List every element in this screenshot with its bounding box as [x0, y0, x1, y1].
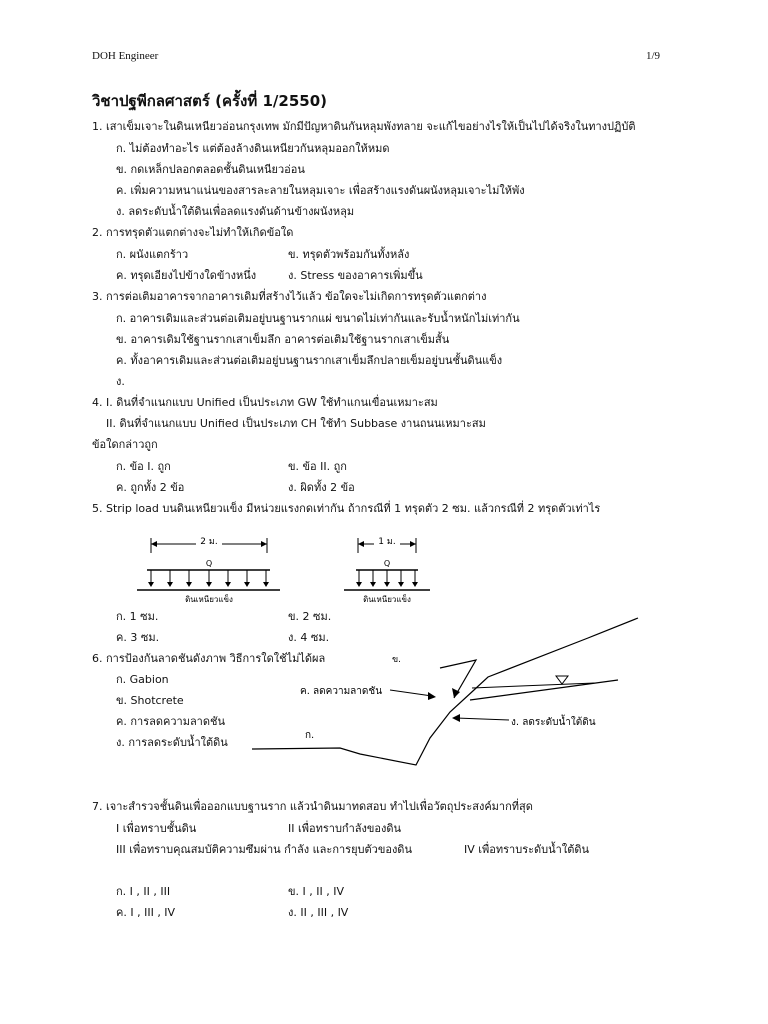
q4-choice-d: ง. ผิดทั้ง 2 ข้อ [288, 481, 355, 494]
slope-label-c: ค. ลดความลาดชัน [300, 686, 383, 697]
q6-choice-b: ข. Shotcrete [116, 694, 184, 707]
q4-choice-a: ก. ข้อ I. ถูก [116, 460, 171, 473]
question-3: 3. การต่อเติมอาคารจากอาคารเดิมที่สร้างไว้แล้ว ข้อใดจะไม่เกิดการทรุดตัวแตกต่าง [92, 290, 487, 303]
q4-choice-b: ข. ข้อ II. ถูก [288, 460, 347, 473]
q3-choice-a: ก. อาคารเดิมและส่วนต่อเติมอยู่บนฐานรากแผ่ ขนาดไม่เท่ากันและรับน้ำหนักไม่เท่ากัน [116, 312, 520, 325]
q2-choice-d: ง. Stress ของอาคารเพิ่มขึ้น [288, 269, 423, 282]
q1-choice-c: ค. เพิ่มความหนาแน่นของสารละลายในหลุมเจาะ เพื่อสร้างแรงดันผนังหลุมเจาะไม่ให้พัง [116, 184, 525, 197]
q7-choice-b: ข. I , II , IV [288, 885, 344, 898]
q7-choice-c: ค. I , III , IV [116, 906, 176, 919]
q1-choice-a: ก. ไม่ต้องทำอะไร แต่ต้องล้างดินเหนียวกันหลุมออกให้หมด [116, 142, 390, 155]
q6-choice-a: ก. Gabion [116, 673, 169, 686]
q2-choice-c: ค. ทรุดเอียงไปข้างใดข้างหนึ่ง [116, 269, 257, 282]
slope-label-a: ก. [305, 730, 315, 741]
q5-choice-c: ค. 3 ซม. [116, 631, 160, 644]
q2-choice-b: ข. ทรุดตัวพร้อมกันทั้งหลัง [288, 248, 410, 261]
strip-2-soil-label: ดินเหนียวแข็ง [363, 595, 411, 604]
strip-1-width-label: 2 ม. [200, 537, 218, 547]
question-6: 6. การป้องกันลาดชันดังภาพ วิธีการใดใช้ไม่ได้ผล [92, 652, 326, 665]
q3-choice-c: ค. ทั้งอาคารเดิมและส่วนต่อเติมอยู่บนฐานรากเสาเข็มลึกปลายเข็มอยู่บนชั้นดินแข็ง [116, 354, 503, 367]
q5-choice-d: ง. 4 ซม. [288, 631, 330, 644]
q7-choice-d: ง. II , III , IV [288, 906, 349, 919]
q7-item-3: III เพื่อทราบคุณสมบัติความซึมผ่าน กำลัง และการยุบตัวของดิน [116, 843, 412, 856]
question-2: 2. การทรุดตัวแตกต่างจะไม่ทำให้เกิดข้อใด [92, 226, 294, 239]
header-org: DOH Engineer [92, 50, 159, 62]
q3-choice-d: ง. [116, 375, 125, 388]
question-7: 7. เจาะสำรวจชั้นดินเพื่อออกแบบฐานราก แล้วนำดินมาทดสอบ ทำไปเพื่อวัตถุประสงค์มากที่สุด [92, 800, 533, 813]
q7-item-1: I เพื่อทราบชั้นดิน [116, 822, 197, 835]
strip-2-load-arrows [356, 570, 418, 587]
strip-load-figure-1 [137, 536, 280, 604]
question-4-line-3: ข้อใดกล่าวถูก [92, 438, 158, 451]
question-4-line-1: 4. I. ดินที่จำแนกแบบ Unified เป็นประเภท GW ใช้ทำแกนเขื่อนเหมาะสม [92, 396, 438, 409]
q3-choice-b: ข. อาคารเดิมใช้ฐานรากเสาเข็มลึก อาคารต่อเติมใช้ฐานรากเสาเข็มสั้น [116, 333, 450, 346]
strip-1-soil-label: ดินเหนียวแข็ง [185, 595, 233, 604]
page-number: 1/9 [646, 50, 661, 62]
question-5: 5. Strip load บนดินเหนียวแข็ง มีหน่วยแรงกดเท่ากัน ถ้ากรณีที่ 1 ทรุดตัว 2 ซม. แล้วกรณีที่ 2 ทรุดตัวเท่าไร [92, 502, 601, 515]
question-1: 1. เสาเข็มเจาะในดินเหนียวอ่อนกรุงเทพ มักมีปัญหาดินกันหลุมพังทลาย จะแก้ไขอย่างไรให้เป็นไปได้จริงในทางปฏิบัติ [92, 120, 636, 133]
slope-label-d: ง. ลดระดับน้ำใต้ดิน [511, 717, 596, 728]
q5-choice-b: ข. 2 ซม. [288, 610, 332, 623]
q2-choice-a: ก. ผนังแตกร้าว [116, 248, 189, 261]
strip-2-load-label: Q [383, 559, 391, 568]
slope-label-b: ข. [392, 655, 402, 665]
q6-choice-d: ง. การลดระดับน้ำใต้ดิน [116, 736, 228, 749]
q1-choice-d: ง. ลดระดับน้ำใต้ดินเพื่อลดแรงดันด้านข้างผนังหลุม [116, 205, 355, 218]
q7-choice-a: ก. I , II , III [116, 885, 171, 898]
strip-2-width-label: 1 ม. [378, 537, 396, 547]
q4-choice-c: ค. ถูกทั้ง 2 ข้อ [116, 481, 185, 494]
q7-item-4: IV เพื่อทราบระดับน้ำใต้ดิน [464, 843, 590, 856]
strip-1-load-label: Q [205, 559, 213, 568]
q7-item-2: II เพื่อทราบกำลังของดิน [288, 822, 402, 835]
question-4-line-2: II. ดินที่จำแนกแบบ Unified เป็นประเภท CH ใช้ทำ Subbase งานถนนเหมาะสม [106, 417, 486, 430]
q6-choice-c: ค. การลดความลาดชัน [116, 715, 225, 728]
q1-choice-b: ข. กดเหล็กปลอกตลอดชั้นดินเหนียวอ่อน [116, 163, 305, 176]
page-title: วิชาปฐพีกลศาสตร์ (ครั้งที่ 1/2550) [92, 92, 328, 110]
q5-choice-a: ก. 1 ซม. [116, 610, 159, 623]
strip-load-figure-2 [344, 536, 430, 604]
strip-1-load-arrows [148, 570, 269, 587]
